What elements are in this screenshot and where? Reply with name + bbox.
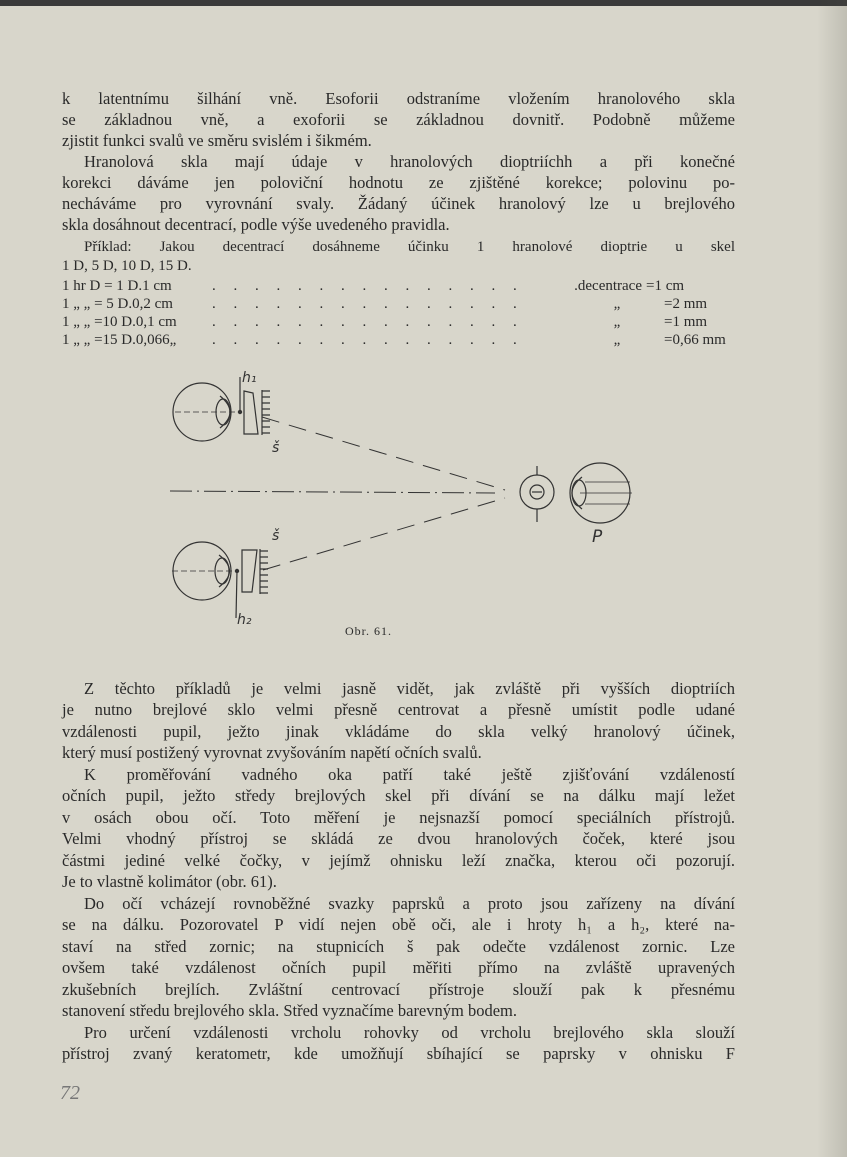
leader-dots: . . . . . . . . . . . . . . . (212, 296, 524, 312)
row-label: .decentrace (574, 278, 642, 294)
text-line: očních pupil, ježto středy brejlových skel při dívání se na dálku mají ležet (62, 786, 735, 805)
leader-dots: . . . . . . . . . . . . . . . (212, 332, 524, 348)
label-h2: h₂ (237, 612, 252, 628)
text-line: ovšem také vzdálenost očních pupil měřiti přímo na zvláště upravených (62, 958, 735, 977)
text-line: přístroj zvaný keratometr, kde umožňují sbíhající se paprsky v ohnisku F (62, 1044, 735, 1063)
collimator-figure (160, 360, 660, 650)
row-label: „ (613, 332, 621, 348)
example-line: Příklad: Jakou decentrací dosáhneme účinku 1 hranolové dioptrie u skel (84, 239, 735, 255)
row-value: =0,66 mm (664, 332, 726, 348)
optical-axis (170, 491, 495, 493)
text-line: skla dosáhnout decentrací, podle výše uvedeného pravidla. (62, 215, 450, 234)
row-label: „ (613, 296, 621, 312)
scan-top-edge (0, 0, 847, 6)
text-line: je nutno brejlové sklo velmi přesně centrovat a přesně umístit podle udané (62, 700, 735, 719)
top-ray (262, 417, 505, 490)
text-line: částmi jediné velké čočky, v jejímž ohnisku leží značka, kterou oči pozorují. (62, 851, 735, 870)
label-h1: h₁ (242, 370, 257, 386)
row-expression: 1 „ „ = 5 D.0,2 cm (62, 296, 173, 312)
leader-dots: . . . . . . . . . . . . . . . (212, 314, 524, 330)
row-expression: 1 „ „ =15 D.0,066„ (62, 332, 177, 348)
leader-dots: . . . . . . . . . . . . . . . (212, 278, 524, 294)
collimator-mark (520, 466, 554, 522)
text-line: Do očí vcházejí rovnoběžné svazky paprsků a proto jsou zařízeny na dívání (84, 894, 735, 913)
page-binding-shadow (817, 0, 847, 1157)
text-line: který musí postižený vyrovnat zvyšováním napětí očních svalů. (62, 743, 482, 762)
text-line: korekci dáváme jen poloviční hodnotu ze zjištěné korekce; polovinu po- (62, 173, 735, 192)
observer-eye (570, 463, 632, 523)
top-eye-diagram (173, 377, 270, 441)
row-label: „ (613, 314, 621, 330)
label-scale-bottom: š (272, 528, 280, 544)
text-line: vzdálenosti pupil, ježto jinak vkládáme do skla velký hranolový účinek, (62, 722, 735, 741)
text-line: stanovení středu brejlového skla. Střed vyznačíme barevným bodem. (62, 1001, 517, 1020)
bottom-eye-diagram (172, 542, 268, 618)
text-line: Je to vlastně kolimátor (obr. 61). (62, 872, 277, 891)
text-line: Z těchto příkladů je velmi jasně vidět, jak zvláště při vyšších dioptriích (84, 679, 735, 698)
text-line: k latentnímu šilhání vně. Esoforii odstraníme vložením hranolového skla (62, 89, 735, 108)
text-line: Hranolová skla mají údaje v hranolových dioptriíchh a při konečné (84, 152, 735, 171)
page-number: 72 (60, 1082, 80, 1104)
text-line: se základnou vně, a exoforii se základnou dovnitř. Podobně můžeme (62, 110, 735, 129)
text-line: zkušebních brejlích. Zvláštní centrovací přístroje slouží pak k přesnému (62, 980, 735, 999)
row-expression: 1 hr D = 1 D.1 cm (62, 278, 172, 294)
label-scale-top: š (272, 440, 280, 456)
row-value: =1 mm (664, 314, 708, 330)
row-expression: 1 „ „ =10 D.0,1 cm (62, 314, 177, 330)
row-value: =2 mm (664, 296, 708, 312)
example-line: 1 D, 5 D, 10 D, 15 D. (62, 258, 192, 274)
label-observer: P (592, 527, 603, 547)
bottom-ray (263, 498, 505, 570)
text-line: Velmi vhodný přístroj se skládá ze dvou hranolových čoček, které jsou (62, 829, 735, 848)
text-line: zjistit funkci svalů ve směru svislém i šikmém. (62, 131, 372, 150)
text-line: v osách obou očí. Toto měření je nejsnazší pomocí speciálních přístrojů. (62, 808, 735, 827)
text-line: Pro určení vzdálenosti vrcholu rohovky od vrcholu brejlového skla slouží (84, 1023, 735, 1042)
figure-caption: Obr. 61. (345, 624, 392, 638)
text-line: staví na střed zornic; na stupnicích š pak odečte vzdálenost zornic. Lze (62, 937, 735, 956)
text-line: se na dálku. Pozorovatel P vidí nejen obě oči, ale i hroty h₁ a h₂, které na- (62, 915, 735, 934)
row-value: =1 cm (646, 278, 685, 294)
text-line: K proměřování vadného oka patří také ještě zjišťování vzdáleností (84, 765, 735, 784)
text-line: necháváme pro vyrovnání svaly. Žádaný účinek hranolový lze u brejlového (62, 194, 735, 213)
